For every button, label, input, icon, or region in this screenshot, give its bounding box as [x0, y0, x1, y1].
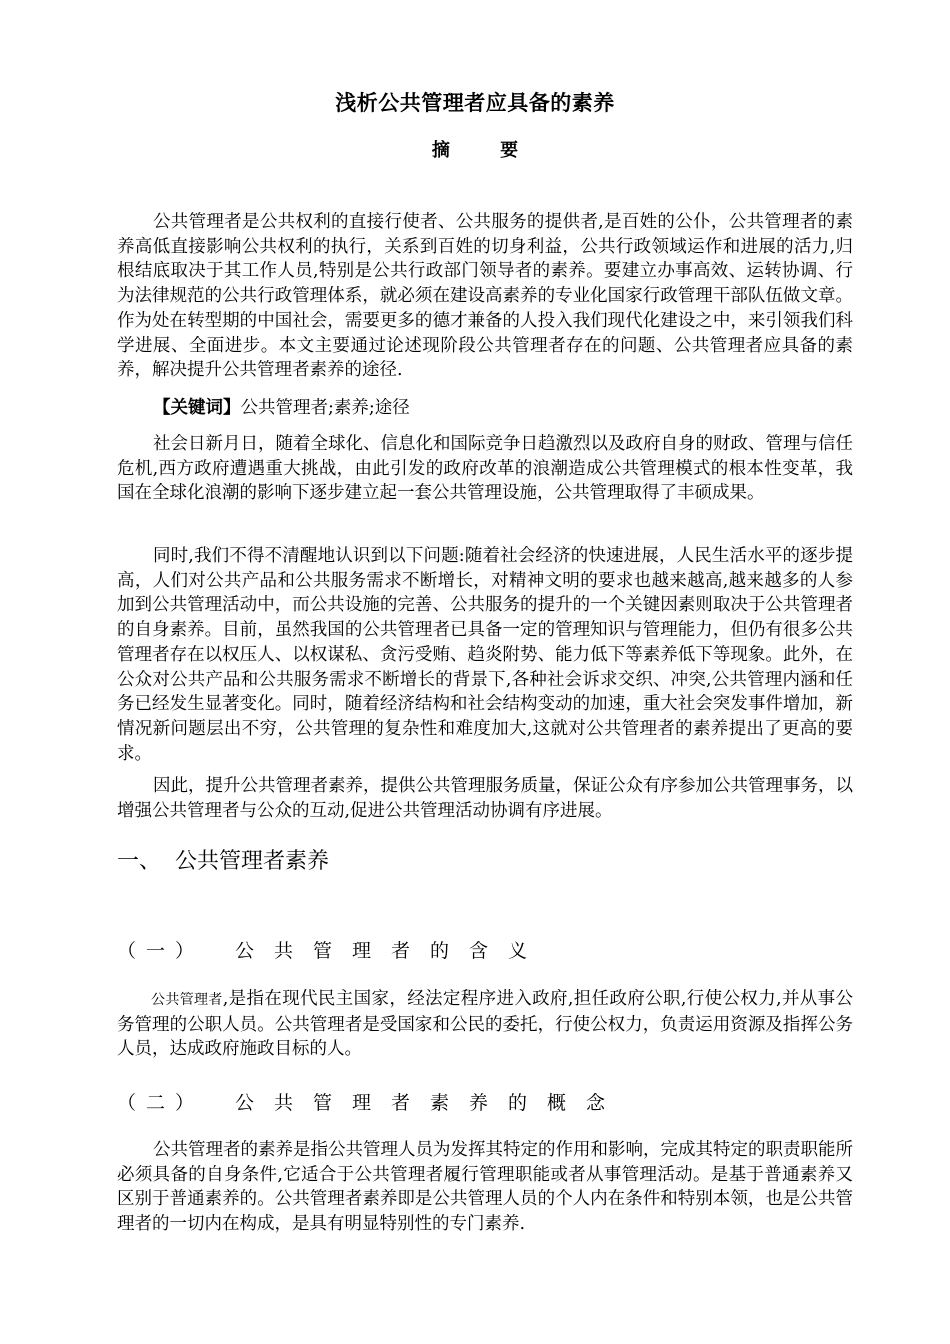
- intro-paragraph-2: 同时,我们不得不清醒地认识到以下问题:随着社会经济的快速进展，人民生活水平的逐步提高，人们对公共产品和公共服务需求不断增长，对精神文明的要求也越来越高,越来越多的人参加到公共管理活动中，而公共设施的完善、公共服务的提升的一个关键因素则取决于公共管理者的自身素养。目前，虽然我国的公共管理者已具备一定的管理知识与管理能力，但仍有很多公共管理者存在以权压人、以权谋私、贪污受贿、趋炎附势、能力低下等素养低下等现象。此外，在公众对公共产品和公共服务需求不断增长的背景下,各种社会诉求交织、冲突,公共管理内涵和任务已经发生显著变化。同时，随着经济结构和社会结构变动的加速，重大社会突发事件增加，新情况新问题层出不穷，公共管理的复杂性和难度加大,这就对公共管理者的素养提出了更高的要求。: [117, 546, 853, 764]
- intro-paragraph-1: 社会日新月日，随着全球化、信息化和国际竞争日趋激烈以及政府自身的财政、管理与信任危机,西方政府遭遇重大挑战，由此引发的政府改革的浪潮造成公共管理模式的根本性变革，我国在全球化浪潮的影响下逐步建立起一套公共管理设施，公共管理取得了丰硕成果。: [117, 434, 853, 504]
- section-heading-1: 一、 公共管理者素养: [117, 849, 329, 874]
- intro-paragraph-3: 因此，提升公共管理者素养，提供公共管理服务质量，保证公众有序参加公共管理事务，以增强公共管理者与公众的互动,促进公共管理活动协调有序进展。: [117, 776, 853, 821]
- abstract-paragraph: 公共管理者是公共权利的直接行使者、公共服务的提供者,是百姓的公仆，公共管理者的素养高低直接影响公共权利的执行，关系到百姓的切身利益，公共行政领域运作和进展的活力,归根结底取决于其工作人员,特别是公共行政部门领导者的素养。要建立办事高效、运转协调、行为法律规范的公共行政管理体系，就必须在建设高素养的专业化国家行政管理干部队伍做文章。作为处在转型期的中国社会，需要更多的德才兼备的人投入我们现代化建设之中，来引领我们科学进展、全面进步。本文主要通过论述现阶段公共管理者存在的问题、公共管理者应具备的素养，解决提升公共管理者素养的途径.: [117, 212, 853, 381]
- document-title: 浅析公共管理者应具备的素养: [335, 91, 615, 115]
- subsection-number: （一）: [117, 940, 205, 962]
- subsection-title: 公共管理者的含义: [235, 940, 548, 962]
- subsection-heading-2: [117, 1089, 625, 1117]
- subsection-heading-1: [117, 937, 547, 965]
- definition-lead: 公共管理者: [151, 992, 223, 1008]
- definition-body: ,是指在现代民主国家，经法定程序进入政府,担任政府公职,行使公权力,并从事公务管理的公职人员。公共管理者是受国家和公民的委托，行使公权力，负责运用资源及指挥公务人员，达成政府施政目标的人。: [117, 989, 854, 1060]
- definition-paragraph: [117, 987, 853, 1062]
- keywords-line: [117, 396, 853, 420]
- subsection-number: （二）: [117, 1092, 205, 1114]
- abstract-heading: 摘 要: [431, 140, 541, 161]
- concept-paragraph: 公共管理者的素养是指公共管理人员为发挥其特定的作用和影响，完成其特定的职责职能所必须具备的自身条件,它适合于公共管理者履行管理职能或者从事管理活动。是基于普通素养又区别于普通素养的。公共管理者素养即是公共管理人员的个人内在条件和特别本领，也是公共管理者的一切内在构成，是具有明显特别性的专门素养.: [117, 1140, 853, 1235]
- subsection-title: 公共管理者素养的概念: [235, 1092, 626, 1114]
- keywords-text: 公共管理者;素养;途径: [240, 398, 410, 418]
- keywords-label: 【关键词】: [153, 398, 241, 418]
